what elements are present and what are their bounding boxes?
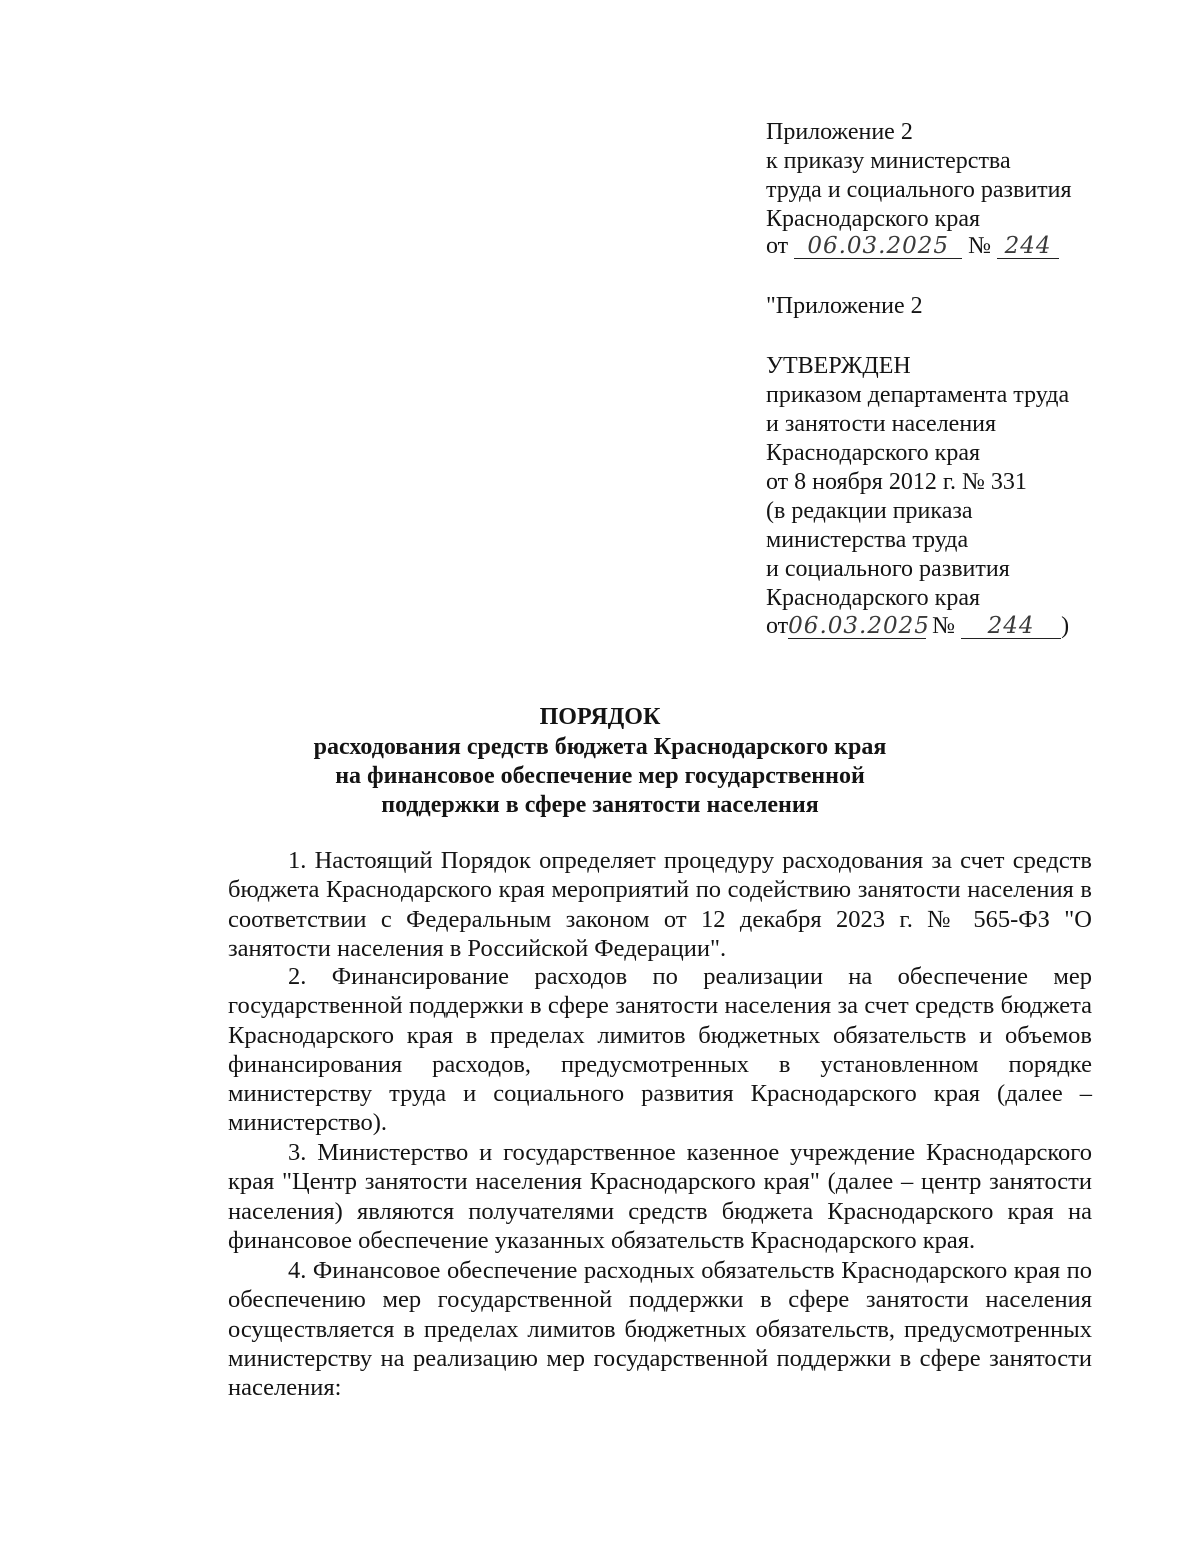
document-subtitle-line: на финансовое обеспечение мер государственной [335, 763, 865, 789]
number-sign: № [968, 233, 992, 259]
approval-line: (в редакции приказа [766, 498, 973, 524]
region-line: Краснодарского края [766, 206, 981, 232]
approval-line: и социального развития [766, 556, 1010, 582]
paragraph-4: 4. Финансовое обеспечение расходных обязательств Краснодарского края по обеспечению мер государственной поддержки в сфере занятости населения осуществляется в пределах лимитов бюджетных обязательств, предусмотренных министерству на реализацию мер государственной поддержки в сфере занятости населения: [228, 1257, 1092, 1402]
document-subtitle-line: расходования средств бюджета Краснодарского края [313, 734, 887, 760]
handwritten-number: 244 [961, 614, 1061, 639]
approved-label: УТВЕРЖДЕН [766, 353, 911, 379]
to-order-line: к приказу министерства [766, 148, 1011, 174]
handwritten-date: 06.03.2025 [788, 613, 930, 639]
number-sign: № [932, 613, 956, 639]
document-subtitle-line: поддержки в сфере занятости населения [381, 792, 819, 818]
handwritten-date: 06.03.2025 [794, 234, 962, 259]
order-date-line [766, 232, 1059, 260]
ministry-line: труда и социального развития [766, 177, 1072, 203]
approval-date-line [766, 612, 1069, 640]
approval-line: от 8 ноября 2012 г. № 331 [766, 469, 1027, 495]
appendix-quote: "Приложение 2 [766, 293, 923, 319]
paragraph-3: 3. Министерство и государственное казенное учреждение Краснодарского края "Центр занятости населения Краснодарского края" (далее – центр занятости населения) являются получателями средств бюджета Краснодарского края на финансовое обеспечение указанных обязательств Краснодарского края. [228, 1139, 1092, 1254]
appendix-label: Приложение 2 [766, 119, 913, 145]
date-prefix: от [766, 613, 789, 639]
document-heading: ПОРЯДОК [539, 704, 661, 730]
approval-line: министерства труда [766, 527, 969, 553]
approval-line: и занятости населения [766, 411, 997, 437]
approval-line: приказом департамента труда [766, 382, 1070, 408]
approval-line: Краснодарского края [766, 440, 981, 466]
paragraph-1: 1. Настоящий Порядок определяет процедуру расходования за счет средств бюджета Краснодарского края мероприятий по содействию занятости населения в соответствии с Федеральным законом от 12 декабря 2023 г. № 565-ФЗ "О занятости населения в Российской Федерации". [228, 847, 1092, 962]
date-prefix: от [766, 233, 789, 259]
paragraph-2: 2. Финансирование расходов по реализации на обеспечение мер государственной поддержки в сфере занятости населения за счет средств бюджета Краснодарского края в пределах лимитов бюджетных обязательств и объемов финансирования расходов, предусмотренных в установленном порядке министерству труда и социального развития Краснодарского края (далее – министерство). [228, 963, 1092, 1137]
closing-paren: ) [1061, 613, 1070, 639]
approval-line: Краснодарского края [766, 585, 981, 611]
handwritten-number: 244 [997, 234, 1059, 259]
